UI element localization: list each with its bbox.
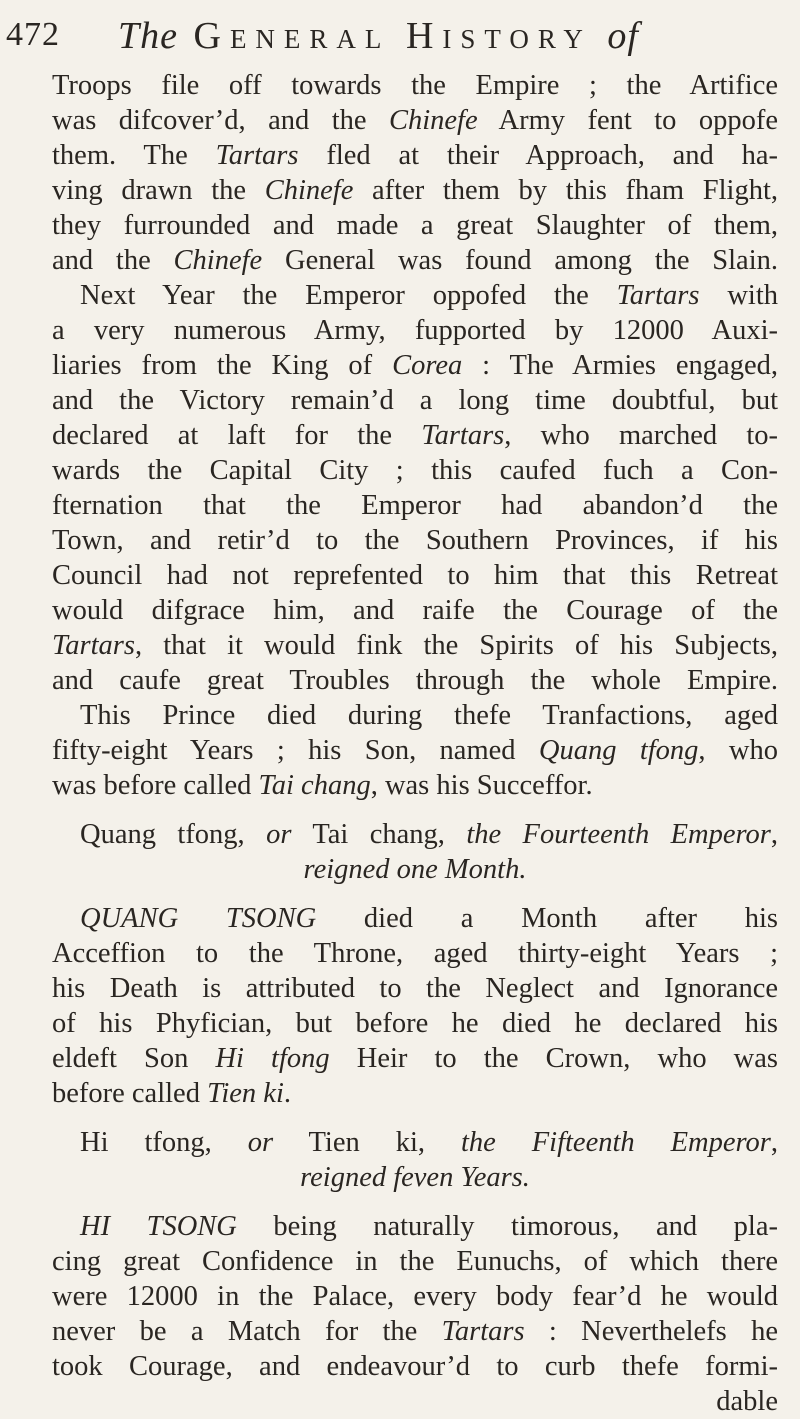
text-run: of his Phyfician, but before he died he declared his (52, 1008, 778, 1039)
text-line (52, 1076, 778, 1111)
text-line (52, 1125, 778, 1160)
text-line (52, 901, 778, 936)
running-head-the: The (118, 15, 178, 57)
text-run: Next Year the Emperor oppofed the (80, 280, 617, 311)
text-line (52, 453, 778, 488)
text-line (52, 628, 778, 663)
text-run: fternation that the Emperor had abandon’d the (52, 490, 778, 521)
text-run: fifty-eight Years ; his Son, named (52, 735, 539, 766)
text-run: fled at their Approach, and ha- (298, 140, 779, 171)
italic-text: Tartars (215, 140, 299, 171)
text-run: took Courage, and endeavour’d to curb thefe formi- (52, 1351, 778, 1382)
text-run: would difgrace him, and raife the Courage of the (52, 595, 778, 626)
italic-text: the Fifteenth Emperor (460, 1127, 771, 1158)
text-run: was before called (52, 770, 259, 801)
italic-text: Tartars (421, 420, 505, 451)
text-run: cing great Confidence in the Eunuchs, of which there (52, 1246, 778, 1277)
text-line (52, 1384, 778, 1419)
italic-text: Hi tfong (215, 1043, 330, 1074)
italic-text: Tartars (441, 1316, 525, 1347)
text-run: never be a Match for the (52, 1316, 442, 1347)
text-run: , that it would fink the Spirits of his Subjects, (134, 630, 778, 661)
text-run: Heir to the Crown, who was (329, 1043, 778, 1074)
italic-text: HI TSONG (80, 1211, 237, 1242)
text-run: General was found among the Slain. (262, 245, 779, 276)
text-run: Hi tfong, (80, 1127, 248, 1158)
text-line (52, 523, 778, 558)
text-run: after them by this fham Flight, (353, 175, 778, 206)
text-run: with (699, 280, 778, 311)
text-line (52, 103, 778, 138)
text-line (52, 558, 778, 593)
paragraph-gap (52, 1111, 778, 1125)
text-line (52, 418, 778, 453)
page-number: 472 (6, 16, 60, 53)
text-line (52, 852, 778, 887)
text-line (52, 733, 778, 768)
text-line (52, 1006, 778, 1041)
italic-text: or (247, 1127, 274, 1158)
text-run: a very numerous Army, fupported by 12000 Auxi- (52, 315, 778, 346)
text-run: declared at laft for the (52, 420, 422, 451)
text-run: Acceffion to the Throne, aged thirty-eight Years ; (52, 938, 778, 969)
italic-text: Quang tfong (538, 735, 699, 766)
running-head (118, 14, 639, 58)
text-line (52, 348, 778, 383)
text-line (52, 593, 778, 628)
body-text (52, 68, 778, 1419)
text-line (52, 663, 778, 698)
text-line (52, 1314, 778, 1349)
text-run: died a Month after his (316, 903, 779, 934)
italic-text: Tartars (616, 280, 700, 311)
text-line (52, 173, 778, 208)
text-run: Army fent to oppofe (477, 105, 778, 136)
text-run: his Death is attributed to the Neglect and Ignorance (52, 973, 778, 1004)
text-run: eldeft Son (52, 1043, 216, 1074)
text-run: , who marched to- (504, 420, 778, 451)
text-run: liaries from the King of (52, 350, 393, 381)
text-run: and the Victory remain’d a long time doubtful, but (52, 385, 778, 416)
text-line (52, 817, 778, 852)
text-run: This Prince died during thefe Tranfactions, aged (80, 700, 778, 731)
text-run: ving drawn the (52, 175, 265, 206)
text-line (52, 1244, 778, 1279)
text-run: Town, and retir’d to the Southern Provinces, if his (52, 525, 778, 556)
paragraph-gap (52, 1195, 778, 1209)
text-line (52, 1160, 778, 1195)
text-run: : The Armies engaged, (462, 350, 778, 381)
text-run: wards the Capital City ; this caufed fuch a Con- (52, 455, 778, 486)
text-run: , was his Succeffor. (370, 770, 593, 801)
text-run: , (770, 819, 778, 850)
italic-text: Tai chang (258, 770, 371, 801)
text-run: Troops file off towards the Empire ; the Artifice (52, 70, 778, 101)
text-line (52, 488, 778, 523)
text-run: being naturally timorous, and pla- (236, 1211, 778, 1242)
running-head-general: General (193, 15, 391, 57)
text-run: they furrounded and made a great Slaughter of them, (52, 210, 778, 241)
text-line (52, 208, 778, 243)
text-line (52, 1209, 778, 1244)
italic-text: Chinefe (388, 105, 478, 136)
text-line (52, 768, 778, 803)
text-run: Council had not reprefented to him that this Retreat (52, 560, 778, 591)
paragraph-gap (52, 887, 778, 901)
text-line (52, 243, 778, 278)
text-line (52, 68, 778, 103)
text-run: were 12000 in the Palace, every body fear’d he would (52, 1281, 778, 1312)
text-line (52, 138, 778, 173)
italic-text: QUANG TSONG (80, 903, 317, 934)
text-line (52, 698, 778, 733)
text-run: Tai chang, (291, 819, 467, 850)
italic-text: Tartars (52, 630, 135, 661)
italic-text: reigned feven Years. (300, 1162, 530, 1193)
italic-text: Corea (392, 350, 463, 381)
text-run: . (283, 1078, 291, 1109)
text-run: them. The (52, 140, 216, 171)
italic-text: Tien ki (207, 1078, 284, 1109)
text-run: , who (698, 735, 778, 766)
text-line (52, 313, 778, 348)
text-line (52, 936, 778, 971)
text-run: was difcover’d, and the (52, 105, 389, 136)
text-line (52, 1279, 778, 1314)
text-line (52, 971, 778, 1006)
paragraph-gap (52, 803, 778, 817)
running-head-of: of (607, 15, 639, 57)
text-line (52, 278, 778, 313)
text-run: Quang tfong, (80, 819, 267, 850)
text-line (52, 1041, 778, 1076)
text-run: and caufe great Troubles through the whole Empire. (52, 665, 778, 696)
text-run: before called (52, 1078, 208, 1109)
text-run: , (770, 1127, 778, 1158)
italic-text: reigned one Month. (303, 854, 527, 885)
text-run: : Neverthelefs he (524, 1316, 778, 1347)
italic-text: Chinefe (264, 175, 354, 206)
text-run: Tien ki, (273, 1127, 461, 1158)
running-head-history: History (405, 15, 592, 57)
text-line (52, 383, 778, 418)
text-run: dable (716, 1386, 778, 1417)
italic-text: Chinefe (173, 245, 263, 276)
text-run: and the (52, 245, 174, 276)
italic-text: or (266, 819, 292, 850)
italic-text: the Fourteenth Emperor (466, 819, 771, 850)
